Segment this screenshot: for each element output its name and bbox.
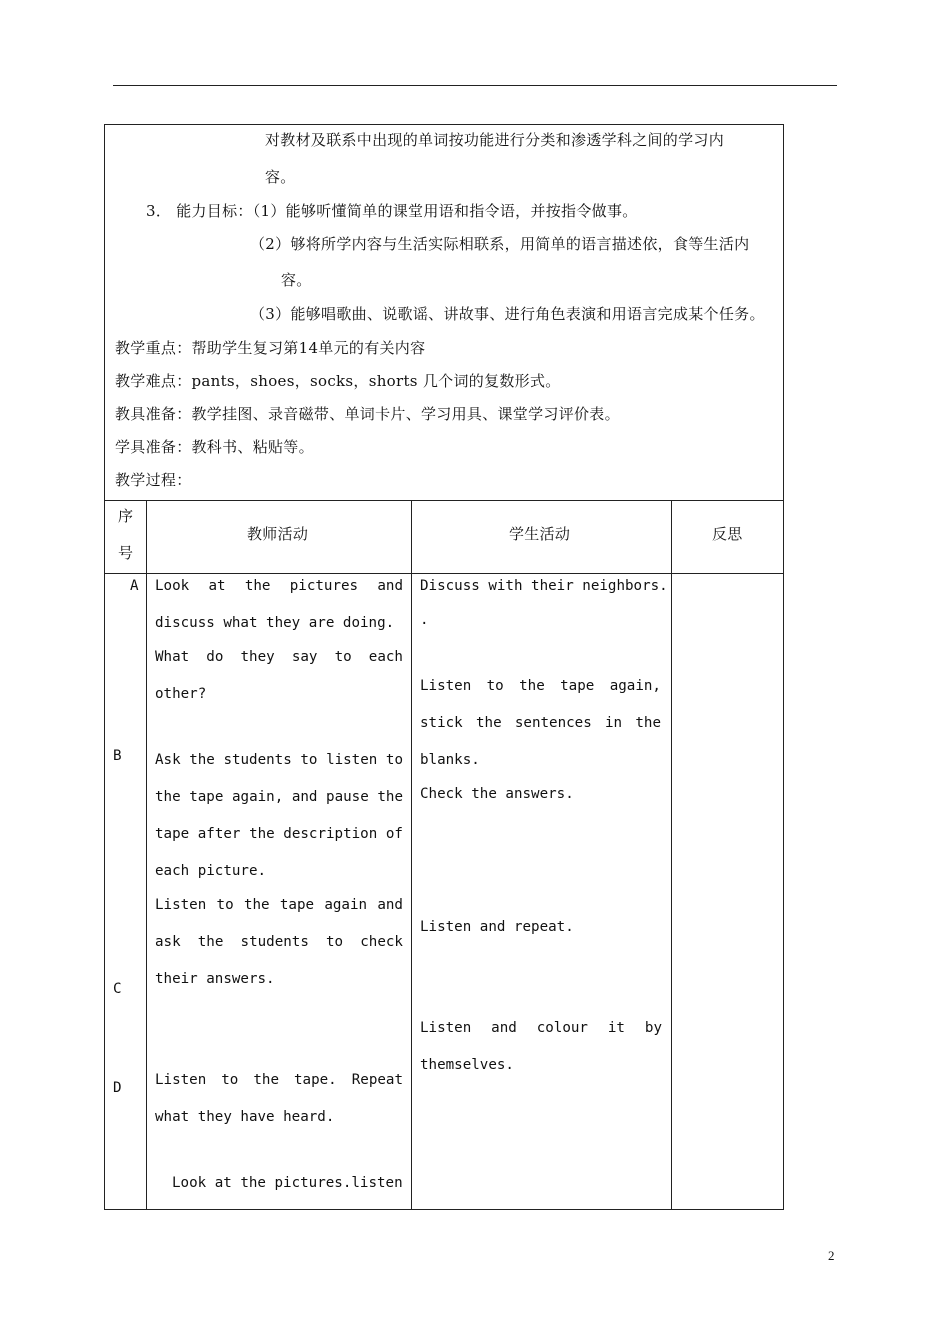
- student-activity-line: [420, 715, 661, 731]
- seq-label-a: A: [130, 578, 139, 594]
- teacher-activity-word: after: [197, 826, 241, 842]
- teacher-activity-word: to: [221, 1072, 239, 1088]
- teacher-activity-line: [155, 752, 403, 768]
- intro-line-1: 对教材及联系中出现的单词按功能进行分类和渗透学科之间的学习内: [265, 131, 725, 149]
- teacher-activity-word: at: [208, 578, 226, 594]
- page-number: 2: [828, 1248, 835, 1263]
- teacher-activity-word: and: [377, 578, 403, 594]
- teacher-activity-word: pause: [326, 789, 369, 805]
- ability-goal-1: 3． 能力目标：（1）能够听懂简单的课堂用语和指令语，并按指令做事。: [146, 202, 638, 220]
- teacher-activity-word: to: [326, 934, 344, 950]
- student-activity-word: and: [491, 1020, 517, 1036]
- teacher-activity-word: the: [197, 934, 224, 950]
- teacher-activity-word: pictures: [289, 578, 359, 594]
- teacher-activity-line: [155, 1072, 403, 1088]
- teacher-activity-word: do: [206, 649, 224, 665]
- student-activity-line: [420, 1020, 662, 1036]
- teacher-activity-line: [155, 897, 403, 913]
- student-activity-word: again,: [609, 678, 661, 694]
- teacher-activity-word: Repeat: [351, 1072, 403, 1088]
- teacher-activity-line: [155, 934, 403, 950]
- teacher-activity-word: again,: [231, 789, 284, 805]
- student-activity-word: sentences: [514, 715, 592, 731]
- teacher-activity-word: tape: [155, 826, 190, 842]
- teacher-activity-word: ask: [155, 934, 181, 950]
- teacher-activity-word: students: [240, 934, 309, 950]
- header-seq-bottom: 号: [118, 544, 134, 562]
- student-activity-line: .: [420, 612, 429, 628]
- student-activity-line: Listen and repeat.: [420, 919, 574, 935]
- teacher-activity-word: the: [249, 826, 275, 842]
- teacher-activity-word: to: [216, 897, 234, 913]
- column-divider-2: [411, 500, 412, 1210]
- teacher-activity-word: Ask: [155, 752, 181, 768]
- teacher-activity-word: Look: [155, 578, 190, 594]
- header-rule: [113, 85, 837, 86]
- key-point: 教学重点：帮助学生复习第14单元的有关内容: [115, 339, 426, 357]
- teacher-activity-line: what they have heard.: [155, 1109, 335, 1125]
- teacher-activity-line: each picture.: [155, 863, 267, 879]
- teacher-activity-word: of: [385, 826, 403, 842]
- teacher-activity-word: again: [324, 897, 368, 913]
- teacher-activity-line: discuss what they are doing.: [155, 615, 395, 631]
- student-activity-line: Discuss with their neighbors.: [420, 578, 668, 594]
- student-activity-word: in: [605, 715, 623, 731]
- teacher-activity-word: and: [291, 789, 318, 805]
- seq-label-b: B: [113, 748, 122, 764]
- student-activity-word: by: [644, 1020, 662, 1036]
- header-reflection: 反思: [712, 525, 743, 543]
- teacher-activity-word: to: [385, 752, 403, 768]
- teacher-activity-word: description: [283, 826, 378, 842]
- teacher-activity-line: Look at the pictures.listen: [172, 1175, 403, 1191]
- teacher-activity-word: each: [368, 649, 403, 665]
- difficulty: 教学难点：pants，shoes，socks，shorts 几个词的复数形式。: [115, 372, 561, 390]
- teacher-activity-word: say: [291, 649, 318, 665]
- student-activity-word: colour: [536, 1020, 588, 1036]
- teacher-activity-word: the: [253, 1072, 279, 1088]
- teacher-activity-word: check: [360, 934, 403, 950]
- teacher-activity-word: listen: [326, 752, 378, 768]
- teacher-activity-word: they: [240, 649, 275, 665]
- student-activity-word: stick: [420, 715, 463, 731]
- seq-label-d: D: [113, 1080, 122, 1096]
- student-activity-word: the: [635, 715, 661, 731]
- ability-goal-3: （3）能够唱歌曲、说歌谣、讲故事、进行角色表演和用语言完成某个任务。: [250, 305, 765, 323]
- teacher-activity-line: [155, 578, 403, 594]
- header-teacher-activity: 教师活动: [247, 525, 309, 543]
- intro-line-2: 容。: [265, 168, 296, 186]
- student-activity-line: themselves.: [420, 1057, 514, 1073]
- student-activity-word: the: [519, 678, 545, 694]
- teacher-activity-word: tape.: [294, 1072, 337, 1088]
- header-student-activity: 学生活动: [509, 525, 571, 543]
- teacher-activity-word: the: [243, 897, 270, 913]
- teacher-activity-line: other?: [155, 686, 207, 702]
- teacher-activity-word: to: [300, 752, 318, 768]
- teaching-process: 教学过程：: [115, 471, 192, 489]
- table-header-bottom-line: [104, 573, 784, 574]
- teacher-activity-word: the: [155, 789, 181, 805]
- teacher-activity-word: Listen: [155, 1072, 207, 1088]
- teacher-activity-line: [155, 649, 403, 665]
- student-activity-word: the: [475, 715, 502, 731]
- seq-label-c: C: [113, 981, 122, 997]
- ability-goal-2-cont: 容。: [281, 271, 312, 289]
- student-activity-line: Check the answers.: [420, 786, 574, 802]
- column-divider-1: [146, 500, 147, 1210]
- teaching-aids: 教具准备：教学挂图、录音磁带、单词卡片、学习用具、课堂学习评价表。: [115, 405, 620, 423]
- teacher-activity-line: [155, 789, 403, 805]
- student-activity-word: it: [607, 1020, 625, 1036]
- teacher-activity-line: [155, 826, 403, 842]
- student-activity-line: blanks.: [420, 752, 480, 768]
- teacher-activity-word: students: [223, 752, 292, 768]
- ability-goal-2: （2）够将所学内容与生活实际相联系，用简单的语言描述依，食等生活内: [250, 235, 750, 253]
- student-aids: 学具准备：教科书、粘贴等。: [115, 438, 314, 456]
- student-activity-line: [420, 678, 661, 694]
- student-activity-word: to: [486, 678, 504, 694]
- teacher-activity-word: the: [377, 789, 403, 805]
- teacher-activity-word: tape: [189, 789, 224, 805]
- student-activity-word: Listen: [420, 678, 472, 694]
- teacher-activity-word: and: [377, 897, 403, 913]
- student-activity-word: tape: [560, 678, 595, 694]
- teacher-activity-word: the: [244, 578, 271, 594]
- teacher-activity-word: to: [334, 649, 352, 665]
- student-activity-word: Listen: [420, 1020, 472, 1036]
- teacher-activity-word: Listen: [155, 897, 207, 913]
- lesson-table: [104, 124, 784, 1210]
- header-seq-top: 序: [118, 507, 134, 525]
- table-header-top-line: [104, 500, 784, 501]
- teacher-activity-word: the: [189, 752, 215, 768]
- teacher-activity-word: tape: [279, 897, 315, 913]
- column-divider-3: [671, 500, 672, 1210]
- teacher-activity-word: What: [155, 649, 190, 665]
- teacher-activity-line: their answers.: [155, 971, 275, 987]
